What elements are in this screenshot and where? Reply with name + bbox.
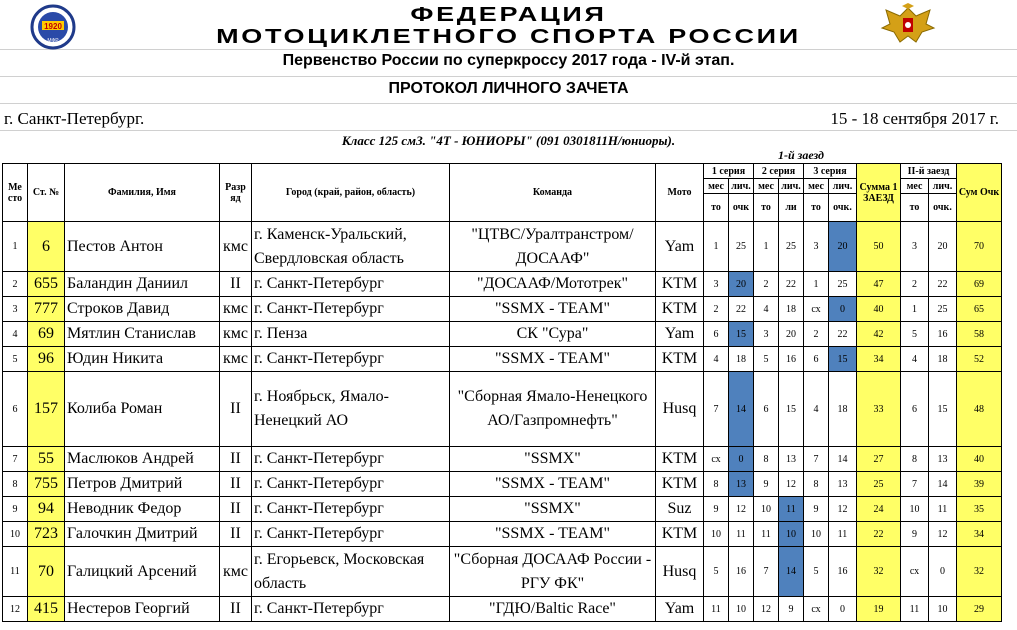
sum1-cell: 25 [857, 472, 901, 497]
s1-place-cell: 7 [704, 372, 729, 447]
s3-place-cell: 2 [804, 322, 829, 347]
h2-lich-header: лич. [929, 179, 957, 194]
s3-place-cell: 9 [804, 497, 829, 522]
moto-cell: KTM [656, 522, 704, 547]
start-no-cell: 777 [28, 297, 65, 322]
place-cell: 3 [3, 297, 28, 322]
table-row [3, 297, 1002, 322]
h2-points-cell: 25 [929, 297, 957, 322]
name-cell: Нестеров Георгий [65, 597, 220, 622]
team-cell: "SSMX - TEAM" [450, 297, 656, 322]
total-cell: 70 [957, 222, 1002, 272]
sum1-header: Сумма 1 ЗАЕЗД [857, 164, 901, 222]
moto-cell: KTM [656, 447, 704, 472]
place-cell: 11 [3, 547, 28, 597]
results-body [3, 222, 1002, 622]
protocol-title: ПРОТОКОЛ ЛИЧНОГО ЗАЧЕТА [388, 80, 629, 97]
moto-cell: Yam [656, 222, 704, 272]
h2-place-cell: сх [901, 547, 929, 597]
start-no-cell: 96 [28, 347, 65, 372]
place-cell: 12 [3, 597, 28, 622]
class-line: Класс 125 смЗ. "4Т - ЮНИОРЫ" (091 0301811Н/юниоры). [341, 133, 676, 148]
s2-to-header: то [754, 194, 779, 222]
start-no-cell: 94 [28, 497, 65, 522]
place-cell: 7 [3, 447, 28, 472]
s1-points-cell: 13 [729, 472, 754, 497]
sum1-cell: 24 [857, 497, 901, 522]
s2-place-cell: 11 [754, 522, 779, 547]
start-no-cell: 723 [28, 522, 65, 547]
h2-place-cell: 8 [901, 447, 929, 472]
name-cell: Мятлин Станислав [65, 322, 220, 347]
place-cell: 2 [3, 272, 28, 297]
city-cell: г. Санкт-Петербург [252, 522, 450, 547]
s3-points-cell: 0 [829, 597, 857, 622]
name-cell: Строков Давид [65, 297, 220, 322]
s1-place-cell: 2 [704, 297, 729, 322]
event-city: г. Санкт-Петербург. [4, 109, 145, 128]
s1-ochk-header: очк [729, 194, 754, 222]
place-cell: 10 [3, 522, 28, 547]
h2-mes-header: мес [901, 179, 929, 194]
s2-points-cell: 14 [779, 547, 804, 597]
rank-cell: кмс [220, 297, 252, 322]
col-name-header: Фамилия, Имя [65, 164, 220, 222]
s2-points-cell: 9 [779, 597, 804, 622]
start-no-cell: 69 [28, 322, 65, 347]
championship-title: Первенство России по суперкроссу 2017 года - IV-й этап. [282, 52, 735, 69]
s1-points-cell: 14 [729, 372, 754, 447]
s3-points-cell: 18 [829, 372, 857, 447]
col-team-header: Команда [450, 164, 656, 222]
total-cell: 35 [957, 497, 1002, 522]
s2-place-cell: 2 [754, 272, 779, 297]
h2-place-cell: 10 [901, 497, 929, 522]
name-cell: Пестов Антон [65, 222, 220, 272]
start-no-cell: 415 [28, 597, 65, 622]
h2-points-cell: 15 [929, 372, 957, 447]
s3-to-header: то [804, 194, 829, 222]
s2-points-cell: 13 [779, 447, 804, 472]
s2-points-cell: 16 [779, 347, 804, 372]
rank-cell: II [220, 597, 252, 622]
place-cell: 4 [3, 322, 28, 347]
series2-header: 2 серия [754, 164, 804, 179]
table-row [3, 472, 1002, 497]
s1-points-cell: 20 [729, 272, 754, 297]
h2-place-cell: 2 [901, 272, 929, 297]
h2-points-cell: 18 [929, 347, 957, 372]
s1-points-cell: 0 [729, 447, 754, 472]
sum1-cell: 40 [857, 297, 901, 322]
s2-lich-header: лич. [779, 179, 804, 194]
name-cell: Галицкий Арсений [65, 547, 220, 597]
team-cell: "SSMX" [450, 497, 656, 522]
s2-place-cell: 9 [754, 472, 779, 497]
s1-points-cell: 22 [729, 297, 754, 322]
s1-place-cell: 6 [704, 322, 729, 347]
moto-cell: Yam [656, 597, 704, 622]
s2-place-cell: 7 [754, 547, 779, 597]
rank-cell: II [220, 472, 252, 497]
s1-place-cell: 10 [704, 522, 729, 547]
s3-place-cell: 6 [804, 347, 829, 372]
team-cell: "ДОСААФ/Мототрек" [450, 272, 656, 297]
table-row [3, 522, 1002, 547]
sum1-cell: 34 [857, 347, 901, 372]
total-cell: 39 [957, 472, 1002, 497]
s1-points-cell: 12 [729, 497, 754, 522]
table-row [3, 547, 1002, 597]
city-cell: г. Ноябрьск, Ямало-Ненецкий АО [252, 372, 450, 447]
results-table [2, 163, 1002, 622]
h2-to-header: то [901, 194, 929, 222]
col-rank-header: Разр яд [220, 164, 252, 222]
total-cell: 34 [957, 522, 1002, 547]
col-place-header: Ме сто [3, 164, 28, 222]
h2-ochk-header: очк. [929, 194, 957, 222]
table-row [3, 347, 1002, 372]
s3-points-cell: 12 [829, 497, 857, 522]
federation-title-line1: ФЕДЕРАЦИЯ [410, 4, 607, 26]
logo-abbrev: МФР [47, 38, 59, 44]
city-cell: г. Санкт-Петербург [252, 347, 450, 372]
table-row [3, 372, 1002, 447]
team-cell: "SSMX - TEAM" [450, 347, 656, 372]
s3-points-cell: 25 [829, 272, 857, 297]
name-cell: Маслюков Андрей [65, 447, 220, 472]
s3-place-cell: 3 [804, 222, 829, 272]
s3-place-cell: 1 [804, 272, 829, 297]
place-cell: 5 [3, 347, 28, 372]
start-no-cell: 755 [28, 472, 65, 497]
team-cell: "SSMX - TEAM" [450, 472, 656, 497]
s3-points-cell: 14 [829, 447, 857, 472]
h2-points-cell: 11 [929, 497, 957, 522]
moto-cell: Suz [656, 497, 704, 522]
city-cell: г. Егорьевск, Московская область [252, 547, 450, 597]
table-row [3, 597, 1002, 622]
h2-place-cell: 5 [901, 322, 929, 347]
s1-place-cell: 1 [704, 222, 729, 272]
table-row [3, 272, 1002, 297]
sum1-cell: 27 [857, 447, 901, 472]
table-row [3, 497, 1002, 522]
s1-to-header: то [704, 194, 729, 222]
place-cell: 9 [3, 497, 28, 522]
s2-points-cell: 20 [779, 322, 804, 347]
moto-cell: KTM [656, 297, 704, 322]
h2-points-cell: 0 [929, 547, 957, 597]
h2-place-cell: 9 [901, 522, 929, 547]
start-no-cell: 6 [28, 222, 65, 272]
city-cell: г. Санкт-Петербург [252, 447, 450, 472]
s2-points-cell: 11 [779, 497, 804, 522]
s3-lich-header: лич. [829, 179, 857, 194]
team-cell: "SSMX" [450, 447, 656, 472]
moto-cell: Husq [656, 372, 704, 447]
start-no-cell: 70 [28, 547, 65, 597]
s1-place-cell: сх [704, 447, 729, 472]
s2-points-cell: 18 [779, 297, 804, 322]
s3-place-cell: 8 [804, 472, 829, 497]
team-cell: "ЦТВС/Уралтранстром/ ДОСААФ" [450, 222, 656, 272]
s2-place-cell: 4 [754, 297, 779, 322]
s3-points-cell: 0 [829, 297, 857, 322]
name-cell: Неводник Федор [65, 497, 220, 522]
total-cell: 69 [957, 272, 1002, 297]
s1-points-cell: 25 [729, 222, 754, 272]
s1-place-cell: 9 [704, 497, 729, 522]
total-cell: 29 [957, 597, 1002, 622]
rank-cell: кмс [220, 222, 252, 272]
event-dates: 15 - 18 сентября 2017 г. [830, 109, 999, 128]
table-row [3, 222, 1002, 272]
col-city-header: Город (край, район, область) [252, 164, 450, 222]
h2-place-cell: 1 [901, 297, 929, 322]
total-cell: 40 [957, 447, 1002, 472]
sum1-cell: 32 [857, 547, 901, 597]
s2-place-cell: 6 [754, 372, 779, 447]
rank-cell: II [220, 372, 252, 447]
s2-place-cell: 5 [754, 347, 779, 372]
s1-place-cell: 5 [704, 547, 729, 597]
s2-mes-header: мес [754, 179, 779, 194]
name-cell: Баландин Даниил [65, 272, 220, 297]
s3-place-cell: 5 [804, 547, 829, 597]
city-cell: г. Пенза [252, 322, 450, 347]
series3-header: 3 серия [804, 164, 857, 179]
s2-points-cell: 22 [779, 272, 804, 297]
s3-place-cell: 7 [804, 447, 829, 472]
s2-points-cell: 10 [779, 522, 804, 547]
rank-cell: II [220, 497, 252, 522]
team-cell: "SSMX - TEAM" [450, 522, 656, 547]
h2-points-cell: 13 [929, 447, 957, 472]
s3-points-cell: 15 [829, 347, 857, 372]
team-cell: "Сборная Ямало-Ненецкого АО/Газпромнефть" [450, 372, 656, 447]
s3-points-cell: 11 [829, 522, 857, 547]
sum1-cell: 42 [857, 322, 901, 347]
s1-points-cell: 11 [729, 522, 754, 547]
s2-place-cell: 1 [754, 222, 779, 272]
h2-place-cell: 6 [901, 372, 929, 447]
rank-cell: кмс [220, 547, 252, 597]
sum1-cell: 19 [857, 597, 901, 622]
name-cell: Юдин Никита [65, 347, 220, 372]
start-no-cell: 157 [28, 372, 65, 447]
place-cell: 6 [3, 372, 28, 447]
city-cell: г. Каменск-Уральский, Свердловская область [252, 222, 450, 272]
team-cell: "Сборная ДОСААФ России - РГУ ФК" [450, 547, 656, 597]
sum1-cell: 33 [857, 372, 901, 447]
s1-points-cell: 10 [729, 597, 754, 622]
h2-points-cell: 10 [929, 597, 957, 622]
federation-title-line2: МОТОЦИКЛЕТНОГО СПОРТА РОССИИ [216, 26, 801, 48]
s2-place-cell: 8 [754, 447, 779, 472]
start-no-cell: 655 [28, 272, 65, 297]
s2-points-cell: 25 [779, 222, 804, 272]
table-row [3, 322, 1002, 347]
rank-cell: II [220, 272, 252, 297]
city-cell: г. Санкт-Петербург [252, 472, 450, 497]
s3-points-cell: 16 [829, 547, 857, 597]
total-cell: 58 [957, 322, 1002, 347]
sum1-cell: 22 [857, 522, 901, 547]
total-header: Сум Очк [957, 164, 1002, 222]
s3-points-cell: 20 [829, 222, 857, 272]
total-cell: 65 [957, 297, 1002, 322]
h2-points-cell: 16 [929, 322, 957, 347]
moto-cell: Yam [656, 322, 704, 347]
s1-place-cell: 11 [704, 597, 729, 622]
s3-place-cell: сх [804, 597, 829, 622]
s3-place-cell: сх [804, 297, 829, 322]
h2-points-cell: 22 [929, 272, 957, 297]
h2-place-cell: 4 [901, 347, 929, 372]
s1-mes-header: мес [704, 179, 729, 194]
s1-lich-header: лич. [729, 179, 754, 194]
place-cell: 8 [3, 472, 28, 497]
moto-cell: KTM [656, 347, 704, 372]
s2-ochk-header: ли [779, 194, 804, 222]
h2-points-cell: 20 [929, 222, 957, 272]
col-start-no-header: Ст. № [28, 164, 65, 222]
sum1-cell: 50 [857, 222, 901, 272]
s1-place-cell: 3 [704, 272, 729, 297]
s3-place-cell: 10 [804, 522, 829, 547]
name-cell: Петров Дмитрий [65, 472, 220, 497]
logo-years: 1920 [44, 22, 62, 31]
city-cell: г. Санкт-Петербург [252, 272, 450, 297]
rank-cell: II [220, 522, 252, 547]
s2-place-cell: 12 [754, 597, 779, 622]
moto-cell: KTM [656, 272, 704, 297]
col-moto-header: Мото [656, 164, 704, 222]
h2-points-cell: 14 [929, 472, 957, 497]
total-cell: 48 [957, 372, 1002, 447]
s2-points-cell: 12 [779, 472, 804, 497]
s1-points-cell: 16 [729, 547, 754, 597]
start-no-cell: 55 [28, 447, 65, 472]
h2-place-cell: 7 [901, 472, 929, 497]
h2-points-cell: 12 [929, 522, 957, 547]
s2-place-cell: 3 [754, 322, 779, 347]
s1-points-cell: 15 [729, 322, 754, 347]
s3-points-cell: 13 [829, 472, 857, 497]
heat1-title: 1-й заезд [778, 148, 824, 162]
rank-cell: кмс [220, 322, 252, 347]
table-row [3, 447, 1002, 472]
team-cell: СК "Сура" [450, 322, 656, 347]
place-cell: 1 [3, 222, 28, 272]
sum1-cell: 47 [857, 272, 901, 297]
s3-points-cell: 22 [829, 322, 857, 347]
s3-ochk-header: очк. [829, 194, 857, 222]
s3-mes-header: мес [804, 179, 829, 194]
h2-place-cell: 11 [901, 597, 929, 622]
s1-place-cell: 8 [704, 472, 729, 497]
s1-points-cell: 18 [729, 347, 754, 372]
rank-cell: кмс [220, 347, 252, 372]
s1-place-cell: 4 [704, 347, 729, 372]
total-cell: 32 [957, 547, 1002, 597]
s2-points-cell: 15 [779, 372, 804, 447]
city-cell: г. Санкт-Петербург [252, 597, 450, 622]
series1-header: 1 серия [704, 164, 754, 179]
moto-cell: Husq [656, 547, 704, 597]
heat2-header: II-й заезд [901, 164, 957, 179]
moto-cell: KTM [656, 472, 704, 497]
name-cell: Колиба Роман [65, 372, 220, 447]
total-cell: 52 [957, 347, 1002, 372]
s3-place-cell: 4 [804, 372, 829, 447]
rank-cell: II [220, 447, 252, 472]
team-cell: "ГДЮ/Baltic Race" [450, 597, 656, 622]
h2-place-cell: 3 [901, 222, 929, 272]
s2-place-cell: 10 [754, 497, 779, 522]
city-cell: г. Санкт-Петербург [252, 497, 450, 522]
name-cell: Галочкин Дмитрий [65, 522, 220, 547]
city-cell: г. Санкт-Петербург [252, 297, 450, 322]
